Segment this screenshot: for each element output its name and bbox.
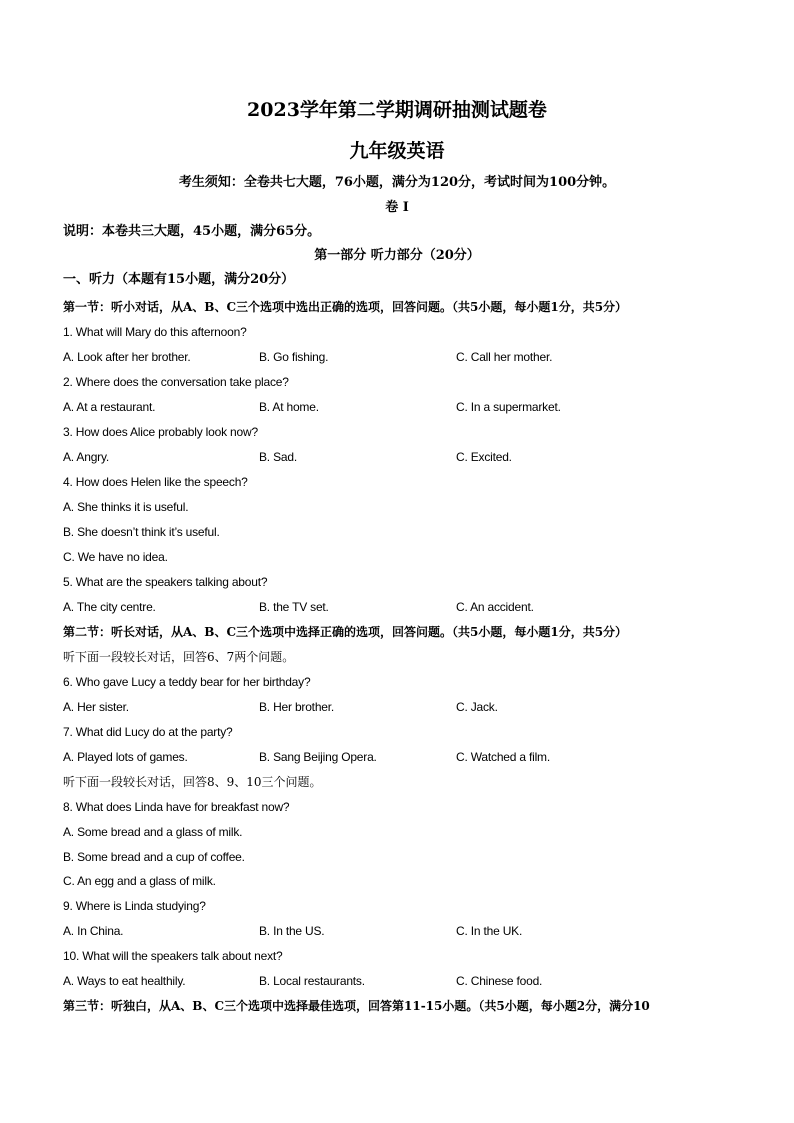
q2-option-b: B. At home. <box>259 400 319 414</box>
question-3: 3. How does Alice probably look now? <box>63 425 258 439</box>
q2-option-c: C. In a supermarket. <box>456 400 561 414</box>
q1-option-c: C. Call her mother. <box>456 350 553 364</box>
q9-option-b: B. In the US. <box>259 924 325 938</box>
listening-heading: 一、听力（本题有15小题，满分20分） <box>63 272 295 287</box>
question-1: 1. What will Mary do this afternoon? <box>63 325 247 339</box>
q7-option-b: B. Sang Beijing Opera. <box>259 750 377 764</box>
q4-option-b: B. She doesn’t think it’s useful. <box>63 525 220 539</box>
q5-option-a: A. The city centre. <box>63 600 156 614</box>
question-2: 2. Where does the conversation take place? <box>63 375 289 389</box>
q7-option-a: A. Played lots of games. <box>63 750 188 764</box>
question-6: 6. Who gave Lucy a teddy bear for her birthday? <box>63 675 311 689</box>
question-10: 10. What will the speakers talk about next? <box>63 949 283 963</box>
q8-option-c: C. An egg and a glass of milk. <box>63 874 216 888</box>
q6-option-a: A. Her sister. <box>63 700 129 714</box>
question-5: 5. What are the speakers talking about? <box>63 575 268 589</box>
q1-option-b: B. Go fishing. <box>259 350 329 364</box>
exam-title: 2023学年第二学期调研抽测试题卷 <box>247 99 547 121</box>
q10-option-c: C. Chinese food. <box>456 974 543 988</box>
q3-option-c: C. Excited. <box>456 450 512 464</box>
section-3-instruction: 第三节：听独白，从A、B、C三个选项中选择最佳选项，回答第11-15小题。（共5小题，每小题2分，满分10 <box>63 999 650 1013</box>
q5-option-c: C. An accident. <box>456 600 534 614</box>
q6-option-c: C. Jack. <box>456 700 498 714</box>
q4-option-c: C. We have no idea. <box>63 550 168 564</box>
q8-option-a: A. Some bread and a glass of milk. <box>63 825 243 839</box>
q10-option-a: A. Ways to eat healthily. <box>63 974 186 988</box>
question-9: 9. Where is Linda studying? <box>63 899 206 913</box>
section-1-instruction: 第一节：听小对话，从A、B、C三个选项中选出正确的选项，回答问题。（共5小题，每小题1分，共5分） <box>63 300 628 314</box>
question-7: 7. What did Lucy do at the party? <box>63 725 233 739</box>
q6-option-b: B. Her brother. <box>259 700 335 714</box>
exam-subtitle: 九年级英语 <box>349 140 445 162</box>
q9-option-a: A. In China. <box>63 924 124 938</box>
q1-option-a: A. Look after her brother. <box>63 350 191 364</box>
volume-explain: 说明：本卷共三大题，45小题，满分65分。 <box>63 224 321 239</box>
section-2-instruction: 第二节：听长对话，从A、B、C三个选项中选择正确的选项，回答问题。（共5小题，每小题1分，共5分） <box>63 625 628 639</box>
intro-6-7: 听下面一段较长对话，回答6、7两个问题。 <box>63 650 295 664</box>
q10-option-b: B. Local restaurants. <box>259 974 365 988</box>
q3-option-b: B. Sad. <box>259 450 297 464</box>
question-4: 4. How does Helen like the speech? <box>63 475 248 489</box>
q3-option-a: A. Angry. <box>63 450 110 464</box>
q4-option-a: A. She thinks it is useful. <box>63 500 189 514</box>
q7-option-c: C. Watched a film. <box>456 750 550 764</box>
question-8: 8. What does Linda have for breakfast now? <box>63 800 290 814</box>
q2-option-a: A. At a restaurant. <box>63 400 156 414</box>
volume-label: 卷 I <box>385 200 409 215</box>
q8-option-b: B. Some bread and a cup of coffee. <box>63 850 245 864</box>
intro-8-10: 听下面一段较长对话，回答8、9、10三个问题。 <box>63 775 322 789</box>
exam-notice: 考生须知：全卷共七大题，76小题，满分为120分，考试时间为100分钟。 <box>178 175 616 190</box>
q5-option-b: B. the TV set. <box>259 600 329 614</box>
part-heading: 第一部分 听力部分（20分） <box>314 248 480 263</box>
q9-option-c: C. In the UK. <box>456 924 523 938</box>
